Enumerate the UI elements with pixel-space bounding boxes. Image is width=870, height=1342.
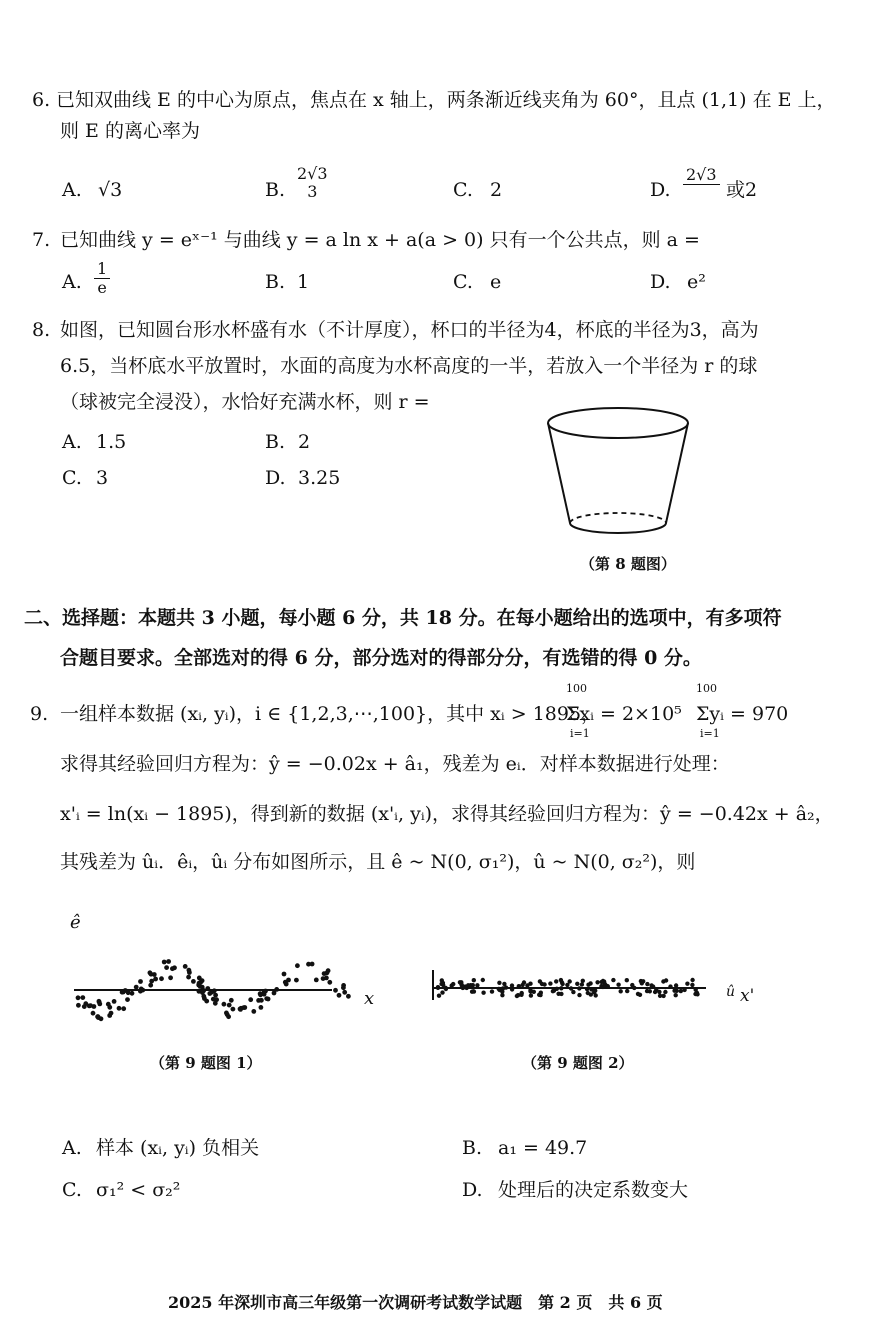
fig1-residual-point	[204, 999, 209, 1004]
fig2-residual-point	[577, 986, 581, 990]
fig2-residual-point	[481, 991, 485, 995]
fig2-residual-point	[606, 984, 610, 988]
fig1-residual-point	[112, 999, 117, 1004]
fig1-residual-point	[314, 978, 319, 983]
q9-sum1-upper: 100	[566, 682, 587, 695]
q8-option-a-value: 1.5	[96, 431, 127, 453]
fig2-residual-point	[595, 980, 599, 984]
cup-left-side	[548, 423, 570, 523]
q6-option-c-label: C.	[453, 179, 473, 201]
fig2-residual-point	[682, 988, 686, 992]
fig2-residual-point	[640, 981, 644, 985]
fig2-residual-point	[555, 987, 559, 991]
page-footer: 2025 年深圳市高三年级第一次调研考试数学试题 第 2 页 共 6 页	[168, 1293, 663, 1312]
q9-option-b-value: a₁ = 49.7	[498, 1137, 588, 1159]
q7-number: 7.	[32, 229, 51, 251]
fig2-residual-point	[529, 993, 533, 997]
fig2-residual-point	[472, 978, 476, 982]
fig2-residual-point	[668, 984, 672, 988]
q9-option-a-label: A.	[62, 1137, 82, 1159]
q6-option-b-label: B.	[265, 179, 286, 201]
q8-option-c-value: 3	[96, 467, 109, 489]
fig2-residual-point	[580, 982, 584, 986]
fig1-x-axis-label: x	[364, 988, 375, 1009]
fig2-residual-point	[548, 981, 552, 985]
fig2-residual-point	[481, 978, 485, 982]
fig2-residual-point	[658, 994, 662, 998]
q8-stem-line2: 6.5，当杯底水平放置时，水面的高度为水杯高度的一半，若放入一个半径为 r 的球	[60, 355, 758, 377]
residual-plot-1	[66, 952, 366, 1032]
fig2-residual-point	[575, 982, 579, 986]
fig1-residual-point	[107, 1013, 112, 1018]
fig1-residual-point	[251, 1009, 256, 1014]
fig2-y-axis-label: û	[726, 984, 736, 1000]
q7-option-b-value: 1	[297, 271, 310, 293]
fig2-residual-point	[690, 983, 694, 987]
fig1-residual-point	[227, 1003, 232, 1008]
fig2-residual-point	[630, 983, 634, 987]
fig1-residual-point	[125, 997, 130, 1002]
fig2-residual-point	[451, 982, 455, 986]
q9-stem-line3: x'ᵢ = ln(xᵢ − 1895)，得到新的数据 (x'ᵢ, yᵢ)，求得其经验回归方程为：ŷ = −0.42x + â₂，	[60, 803, 834, 825]
section2-heading-line1: 二、选择题：本题共 3 小题，每小题 6 分，共 18 分。在每小题给出的选项中，有多项符	[24, 607, 782, 629]
fig1-residual-point	[209, 990, 214, 995]
fig2-residual-point	[560, 982, 564, 986]
q6-option-a-label: A.	[62, 179, 82, 201]
q9-sum2-upper: 100	[696, 682, 717, 695]
q6-option-b-fraction	[294, 165, 331, 201]
fig1-y-axis-label: ê	[70, 912, 81, 933]
fig1-residual-point	[149, 972, 154, 977]
fig1-residual-point	[80, 995, 85, 1000]
fig2-residual-point	[571, 990, 575, 994]
fig2-residual-point	[636, 992, 640, 996]
fig1-residual-point	[259, 1005, 264, 1010]
fig1-residual-point	[213, 993, 218, 998]
fig2-residual-point	[500, 989, 504, 993]
fig1-residual-point	[248, 997, 253, 1002]
fig1-residual-point	[205, 986, 210, 991]
fig1-residual-point	[266, 997, 271, 1002]
fig1-residual-point	[294, 978, 299, 983]
q6-option-c-value: 2	[490, 179, 503, 201]
fig2-residual-point	[471, 989, 475, 993]
q9-sum1: Σxᵢ = 2×10⁵	[566, 703, 682, 725]
fig1-residual-point	[322, 971, 327, 976]
fig2-residual-point	[519, 993, 523, 997]
fig2-residual-point	[515, 994, 519, 998]
fig1-residual-point	[346, 994, 351, 999]
fig2-residual-point	[461, 986, 465, 990]
q9-sum2: Σyᵢ = 970	[696, 703, 789, 725]
q7-option-a-numerator: 1	[94, 260, 110, 279]
fig2-residual-point	[695, 992, 699, 996]
fig1-residual-point	[76, 1003, 81, 1008]
fig1-residual-point	[166, 959, 171, 964]
fig2-residual-point	[672, 989, 676, 993]
fig1-residual-point	[324, 976, 329, 981]
fig1-residual-point	[197, 981, 202, 986]
q6-option-b-numerator: 2√3	[297, 164, 328, 183]
fig2-residual-point	[645, 982, 649, 986]
q9-option-d-label: D.	[462, 1179, 483, 1201]
fig1-residual-point	[201, 988, 206, 993]
fig2-residual-point	[490, 989, 494, 993]
fig1-residual-point	[226, 1014, 231, 1019]
fig1-residual-point	[130, 991, 135, 996]
q7-option-d-value: e²	[687, 271, 706, 293]
fig2-residual-point	[471, 983, 475, 987]
fig2-residual-point	[436, 985, 440, 989]
q8-figure-caption: （第 8 题图）	[580, 555, 676, 573]
fig2-residual-point	[528, 989, 532, 993]
fig2-residual-point	[510, 983, 514, 987]
fig2-residual-point	[458, 980, 462, 984]
fig2-residual-point	[616, 983, 620, 987]
cup-base-front	[570, 523, 666, 533]
fig1-residual-point	[197, 976, 202, 981]
fig1-residual-point	[342, 990, 347, 995]
q9-sum2-lower: i=1	[700, 727, 720, 740]
q8-stem-line1: 如图，已知圆台形水杯盛有水（不计厚度），杯口的半径为4，杯底的半径为3，高为	[60, 319, 759, 341]
fig2-residual-point	[600, 980, 604, 984]
q9-sum1-lower: i=1	[570, 727, 590, 740]
fig1-residual-point	[148, 983, 153, 988]
fig1-residual-point	[274, 987, 279, 992]
fig1-residual-point	[306, 962, 311, 967]
q7-option-d-label: D.	[650, 271, 671, 293]
fig1-residual-point	[88, 1003, 93, 1008]
fig1-residual-point	[241, 1005, 246, 1010]
fig2-residual-point	[497, 981, 501, 985]
q7-option-c-value: e	[490, 271, 502, 293]
fig2-residual-point	[504, 985, 508, 989]
fig2-residual-point	[497, 987, 501, 991]
fig1-residual-point	[159, 976, 164, 981]
fig1-residual-point	[284, 982, 289, 987]
fig2-residual-point	[440, 990, 444, 994]
fig2-residual-point	[674, 993, 678, 997]
q6-number: 6.	[32, 89, 51, 111]
fig2-residual-point	[581, 979, 585, 983]
fig2-residual-point	[586, 983, 590, 987]
fig2-residual-point	[437, 994, 441, 998]
fig1-residual-point	[333, 988, 338, 993]
fig1-residual-point	[164, 965, 169, 970]
q6-option-d-suffix: 或2	[726, 179, 758, 201]
fig1-residual-point	[117, 1006, 122, 1011]
fig2-residual-point	[559, 986, 563, 990]
fig2-residual-point	[625, 978, 629, 982]
fig2-residual-point	[520, 983, 524, 987]
fig2-residual-point	[653, 990, 657, 994]
fig1-residual-point	[222, 1002, 227, 1007]
fig2-residual-point	[649, 983, 653, 987]
q8-option-b-label: B.	[265, 431, 286, 453]
fig1-residual-point	[191, 979, 196, 984]
q8-option-a-label: A.	[62, 431, 82, 453]
fig2-residual-point	[444, 987, 448, 991]
q8-option-c-label: C.	[62, 467, 82, 489]
fig1-residual-point	[95, 1014, 100, 1019]
fig2-residual-point	[661, 979, 665, 983]
fig1-residual-point	[162, 960, 167, 965]
fig1-caption: （第 9 题图 1）	[150, 1054, 262, 1072]
q7-option-a-fraction	[94, 260, 110, 297]
fig1-residual-point	[134, 985, 139, 990]
fig2-residual-point	[540, 982, 544, 986]
q9-stem-line2: 求得其经验回归方程为：ŷ = −0.02x + â₁，残差为 eᵢ．对样本数据进行处理：	[60, 753, 730, 775]
q7-option-c-label: C.	[453, 271, 473, 293]
fig1-residual-point	[149, 979, 154, 984]
cup-rim	[548, 408, 688, 438]
q6-stem-line2: 则 E 的离心率为	[60, 120, 200, 142]
q7-option-b-label: B.	[265, 271, 286, 293]
q6-option-d-label: D.	[650, 179, 671, 201]
q9-option-c-label: C.	[62, 1179, 82, 1201]
fig2-residual-point	[663, 990, 667, 994]
fig1-residual-point	[282, 972, 287, 977]
q8-number: 8.	[32, 319, 51, 341]
cup-figure	[548, 405, 708, 545]
fig1-residual-point	[107, 1005, 112, 1010]
fig1-residual-point	[326, 968, 331, 973]
q8-stem-line3: （球被完全浸没），水恰好充满水杯，则 r =	[60, 391, 430, 413]
cup-right-side	[666, 423, 688, 523]
q6-option-a-value: √3	[98, 179, 123, 201]
fig1-residual-point	[83, 1001, 88, 1006]
fig1-residual-point	[214, 997, 219, 1002]
fig1-residual-point	[121, 1006, 126, 1011]
fig2-residual-point	[585, 987, 589, 991]
fig1-residual-point	[229, 998, 234, 1003]
fig2-residual-point	[586, 991, 590, 995]
fig2-x-axis-label: x'	[740, 986, 755, 1006]
q6-option-d-fraction	[683, 166, 720, 185]
fig2-residual-point	[577, 993, 581, 997]
fig1-residual-point	[263, 989, 268, 994]
fig2-residual-point	[559, 978, 563, 982]
fig2-residual-point	[475, 983, 479, 987]
fig1-residual-point	[139, 987, 144, 992]
fig2-residual-point	[611, 978, 615, 982]
q8-option-b-value: 2	[298, 431, 311, 453]
fig1-residual-point	[120, 990, 125, 995]
section2-heading-line2: 合题目要求。全部选对的得 6 分，部分选对的得部分分，有选错的得 0 分。	[60, 647, 702, 669]
q7-option-a-label: A.	[62, 271, 82, 293]
fig2-residual-point	[554, 979, 558, 983]
q9-option-b-label: B.	[462, 1137, 483, 1159]
fig2-residual-point	[690, 978, 694, 982]
q6-stem-line1: 已知双曲线 E 的中心为原点，焦点在 x 轴上，两条渐近线夹角为 60°，且点 (1,1) 在 E 上，	[56, 89, 836, 111]
fig1-residual-point	[231, 1007, 236, 1012]
fig1-residual-point	[138, 979, 143, 984]
q6-option-b-denominator: 3	[307, 182, 318, 201]
fig1-residual-point	[341, 985, 346, 990]
q7-stem: 已知曲线 y = eˣ⁻¹ 与曲线 y = a ln x + a(a > 0) 只有一个公共点，则 a =	[60, 229, 700, 251]
fig1-residual-point	[183, 964, 188, 969]
fig1-residual-point	[256, 998, 261, 1003]
fig2-residual-point	[679, 989, 683, 993]
fig2-residual-point	[592, 990, 596, 994]
q8-option-d-label: D.	[265, 467, 286, 489]
fig1-residual-point	[327, 980, 332, 985]
q9-stem-line4: 其残差为 ûᵢ．êᵢ，ûᵢ 分布如图所示，且 ê ~ N(0, σ₁²)，û ~ N(0, σ₂²)，则	[60, 851, 696, 873]
fig2-caption: （第 9 题图 2）	[522, 1054, 634, 1072]
fig2-residual-point	[525, 983, 529, 987]
cup-base-back	[570, 513, 666, 523]
fig2-residual-point	[517, 984, 521, 988]
fig2-residual-point	[510, 987, 514, 991]
fig1-residual-point	[258, 992, 263, 997]
fig2-residual-point	[551, 989, 555, 993]
q8-option-d-value: 3.25	[298, 467, 341, 489]
q9-number: 9.	[30, 703, 49, 725]
fig1-residual-point	[97, 1002, 102, 1007]
q6-option-d-numerator: 2√3	[683, 166, 720, 185]
fig2-residual-point	[645, 989, 649, 993]
fig1-residual-point	[186, 975, 191, 980]
q9-option-d-value: 处理后的决定系数变大	[498, 1179, 689, 1201]
fig1-residual-point	[295, 963, 300, 968]
fig1-residual-point	[187, 970, 192, 975]
fig1-residual-point	[170, 966, 175, 971]
fig2-residual-point	[625, 989, 629, 993]
fig2-residual-point	[539, 991, 543, 995]
fig1-residual-point	[91, 1011, 96, 1016]
q9-option-c-value: σ₁² < σ₂²	[96, 1179, 181, 1201]
fig2-residual-point	[559, 992, 563, 996]
residual-plot-2	[430, 966, 730, 1016]
fig1-residual-point	[337, 993, 342, 998]
fig2-residual-point	[674, 983, 678, 987]
q9-stem-line1: 一组样本数据 (xᵢ, yᵢ)，i ∈ {1,2,3,⋯,100}，其中 xᵢ > 1895，	[60, 703, 601, 725]
fig2-residual-point	[440, 978, 444, 982]
q7-option-a-denominator: e	[97, 278, 107, 297]
q9-option-a-value: 样本 (xᵢ, yᵢ) 负相关	[96, 1137, 260, 1159]
fig2-residual-point	[685, 982, 689, 986]
fig2-residual-point	[619, 989, 623, 993]
fig1-residual-point	[168, 975, 173, 980]
fig1-residual-point	[76, 995, 81, 1000]
fig2-residual-point	[568, 979, 572, 983]
